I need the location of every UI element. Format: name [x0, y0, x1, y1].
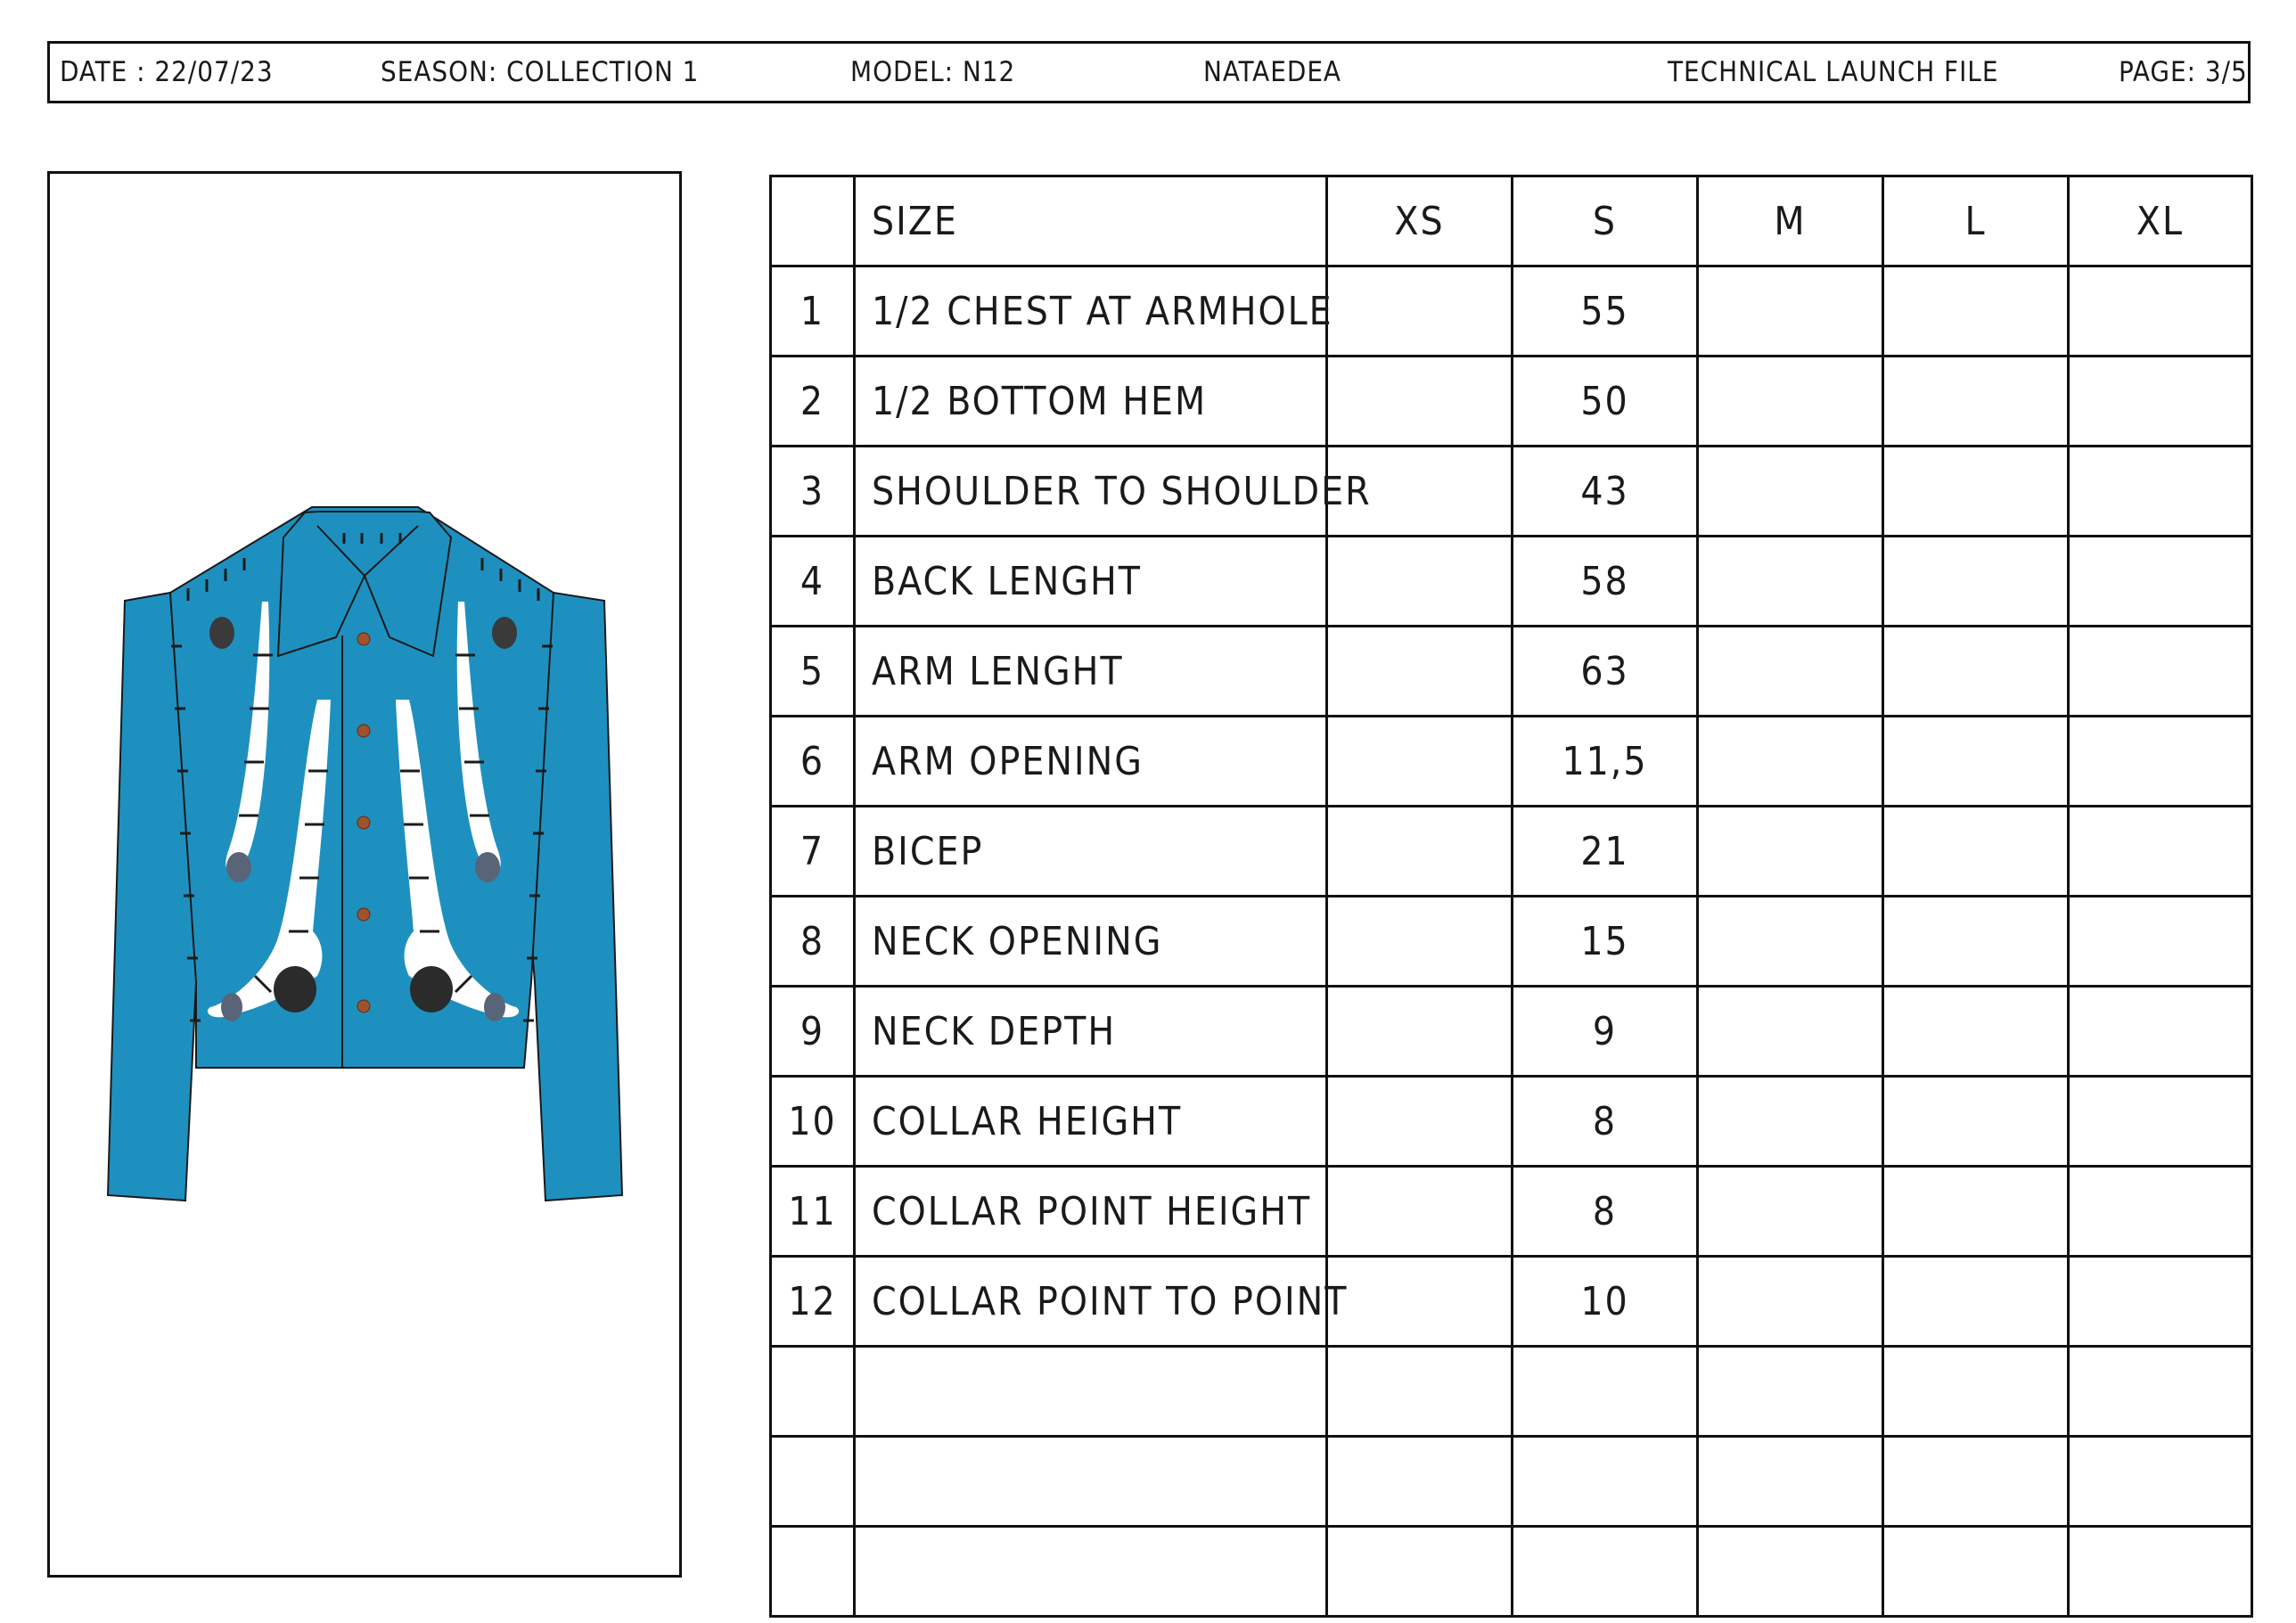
cell-l [1883, 537, 2069, 627]
measurement-label: NECK DEPTH [855, 987, 1327, 1077]
row-number: 9 [771, 987, 855, 1077]
row-number: 5 [771, 627, 855, 717]
cell-xs [1327, 266, 1513, 357]
row-number: 7 [771, 807, 855, 897]
cell-l [1883, 1257, 2069, 1347]
measurement-label [855, 1437, 1327, 1527]
row-number: 11 [771, 1167, 855, 1257]
cell-xl [2069, 1347, 2252, 1437]
jacket-body [170, 507, 554, 1068]
cell-m [1698, 1527, 1883, 1617]
header-model: MODEL: N12 [850, 56, 1016, 88]
row-number: 3 [771, 447, 855, 537]
cell-l [1883, 357, 2069, 447]
cell-xl [2069, 357, 2252, 447]
cell-m [1698, 897, 1883, 987]
column-header: L [1883, 176, 2069, 266]
table-row [771, 1347, 2252, 1437]
row-number: 2 [771, 357, 855, 447]
cell-xl [2069, 1167, 2252, 1257]
cell-s: 11,5 [1513, 717, 1698, 807]
measurement-label: ARM LENGHT [855, 627, 1327, 717]
cell-s: 8 [1513, 1077, 1698, 1167]
cell-xl [2069, 266, 2252, 357]
row-number [771, 1347, 855, 1437]
cell-xs [1327, 537, 1513, 627]
row-number: 6 [771, 717, 855, 807]
cell-xs [1327, 1347, 1513, 1437]
cell-l [1883, 447, 2069, 537]
cell-xl [2069, 627, 2252, 717]
cell-l [1883, 1437, 2069, 1527]
cell-s: 50 [1513, 357, 1698, 447]
cell-l [1883, 266, 2069, 357]
row-number: 4 [771, 537, 855, 627]
table-row [771, 987, 2252, 1077]
cell-m [1698, 987, 1883, 1077]
table-row [771, 897, 2252, 987]
cell-xl [2069, 1077, 2252, 1167]
table-row [771, 1077, 2252, 1167]
table-row [771, 357, 2252, 447]
table-row [771, 447, 2252, 537]
cell-xl [2069, 717, 2252, 807]
cell-s: 43 [1513, 447, 1698, 537]
measurement-label: COLLAR HEIGHT [855, 1077, 1327, 1167]
cell-l [1883, 1077, 2069, 1167]
cell-xl [2069, 447, 2252, 537]
cell-m [1698, 717, 1883, 807]
column-header: M [1698, 176, 1883, 266]
measurement-label [855, 1347, 1327, 1437]
cell-xs [1327, 1257, 1513, 1347]
cell-m [1698, 807, 1883, 897]
header-season: SEASON: COLLECTION 1 [381, 56, 700, 88]
measurement-label: 1/2 CHEST AT ARMHOLE [855, 266, 1327, 357]
cell-l [1883, 987, 2069, 1077]
measurement-label: COLLAR POINT HEIGHT [855, 1167, 1327, 1257]
cell-s: 8 [1513, 1167, 1698, 1257]
cell-l [1883, 807, 2069, 897]
cell-l [1883, 1527, 2069, 1617]
column-header: S [1513, 176, 1698, 266]
column-header [771, 176, 855, 266]
cell-m [1698, 266, 1883, 357]
column-header: XL [2069, 176, 2252, 266]
row-number [771, 1527, 855, 1617]
measurement-label: SHOULDER TO SHOULDER [855, 447, 1327, 537]
header-doc-type: TECHNICAL LAUNCH FILE [1668, 56, 1999, 88]
row-number: 12 [771, 1257, 855, 1347]
table-row [771, 627, 2252, 717]
cell-s [1513, 1527, 1698, 1617]
cell-l [1883, 1167, 2069, 1257]
row-number [771, 1437, 855, 1527]
header-date: DATE : 22/07/23 [60, 56, 274, 88]
table-row [771, 266, 2252, 357]
cell-xl [2069, 987, 2252, 1077]
cell-m [1698, 1257, 1883, 1347]
table-row [771, 717, 2252, 807]
cell-xl [2069, 897, 2252, 987]
cell-xl [2069, 1437, 2252, 1527]
cell-l [1883, 1347, 2069, 1437]
table-row [771, 1257, 2252, 1347]
table-row [771, 1167, 2252, 1257]
column-header: XS [1327, 176, 1513, 266]
cell-s: 9 [1513, 987, 1698, 1077]
measurement-label: COLLAR POINT TO POINT [855, 1257, 1327, 1347]
cell-xs [1327, 717, 1513, 807]
cell-l [1883, 717, 2069, 807]
column-header: SIZE [855, 176, 1327, 266]
cell-xl [2069, 537, 2252, 627]
cell-xl [2069, 807, 2252, 897]
cell-xs [1327, 897, 1513, 987]
cell-xs [1327, 357, 1513, 447]
cell-xs [1327, 627, 1513, 717]
header-brand: NATAEDEA [1203, 56, 1342, 88]
cell-xs [1327, 987, 1513, 1077]
cell-m [1698, 447, 1883, 537]
cell-xs [1327, 807, 1513, 897]
table-row [771, 807, 2252, 897]
measurement-label: BACK LENGHT [855, 537, 1327, 627]
measurement-label: ARM OPENING [855, 717, 1327, 807]
table-row [771, 1437, 2252, 1527]
cell-xs [1327, 1437, 1513, 1527]
cell-s: 58 [1513, 537, 1698, 627]
cell-xs [1327, 1167, 1513, 1257]
cell-l [1883, 897, 2069, 987]
cell-xs [1327, 1077, 1513, 1167]
table-row [771, 537, 2252, 627]
cell-xs [1327, 1527, 1513, 1617]
row-number: 1 [771, 266, 855, 357]
cell-m [1698, 1167, 1883, 1257]
cell-l [1883, 627, 2069, 717]
cell-s: 63 [1513, 627, 1698, 717]
cell-s [1513, 1347, 1698, 1437]
illustration-panel [47, 171, 682, 1578]
cell-m [1698, 1077, 1883, 1167]
cell-m [1698, 1347, 1883, 1437]
measurement-label [855, 1527, 1327, 1617]
table-header-row [771, 176, 2252, 266]
row-number: 8 [771, 897, 855, 987]
measurement-label: 1/2 BOTTOM HEM [855, 357, 1327, 447]
measurement-label: BICEP [855, 807, 1327, 897]
cell-s: 21 [1513, 807, 1698, 897]
cell-xl [2069, 1527, 2252, 1617]
table-row [771, 1527, 2252, 1617]
cell-m [1698, 1437, 1883, 1527]
cell-s: 10 [1513, 1257, 1698, 1347]
cell-m [1698, 537, 1883, 627]
cell-s [1513, 1437, 1698, 1527]
cell-m [1698, 627, 1883, 717]
jacket-illustration [50, 174, 679, 1575]
cell-s: 15 [1513, 897, 1698, 987]
row-number: 10 [771, 1077, 855, 1167]
header-page: PAGE: 3/5 [2119, 56, 2248, 88]
cell-m [1698, 357, 1883, 447]
size-spec-table [769, 175, 2253, 1618]
document-header [47, 41, 2251, 103]
cell-s: 55 [1513, 266, 1698, 357]
measurement-label: NECK OPENING [855, 897, 1327, 987]
cell-xl [2069, 1257, 2252, 1347]
